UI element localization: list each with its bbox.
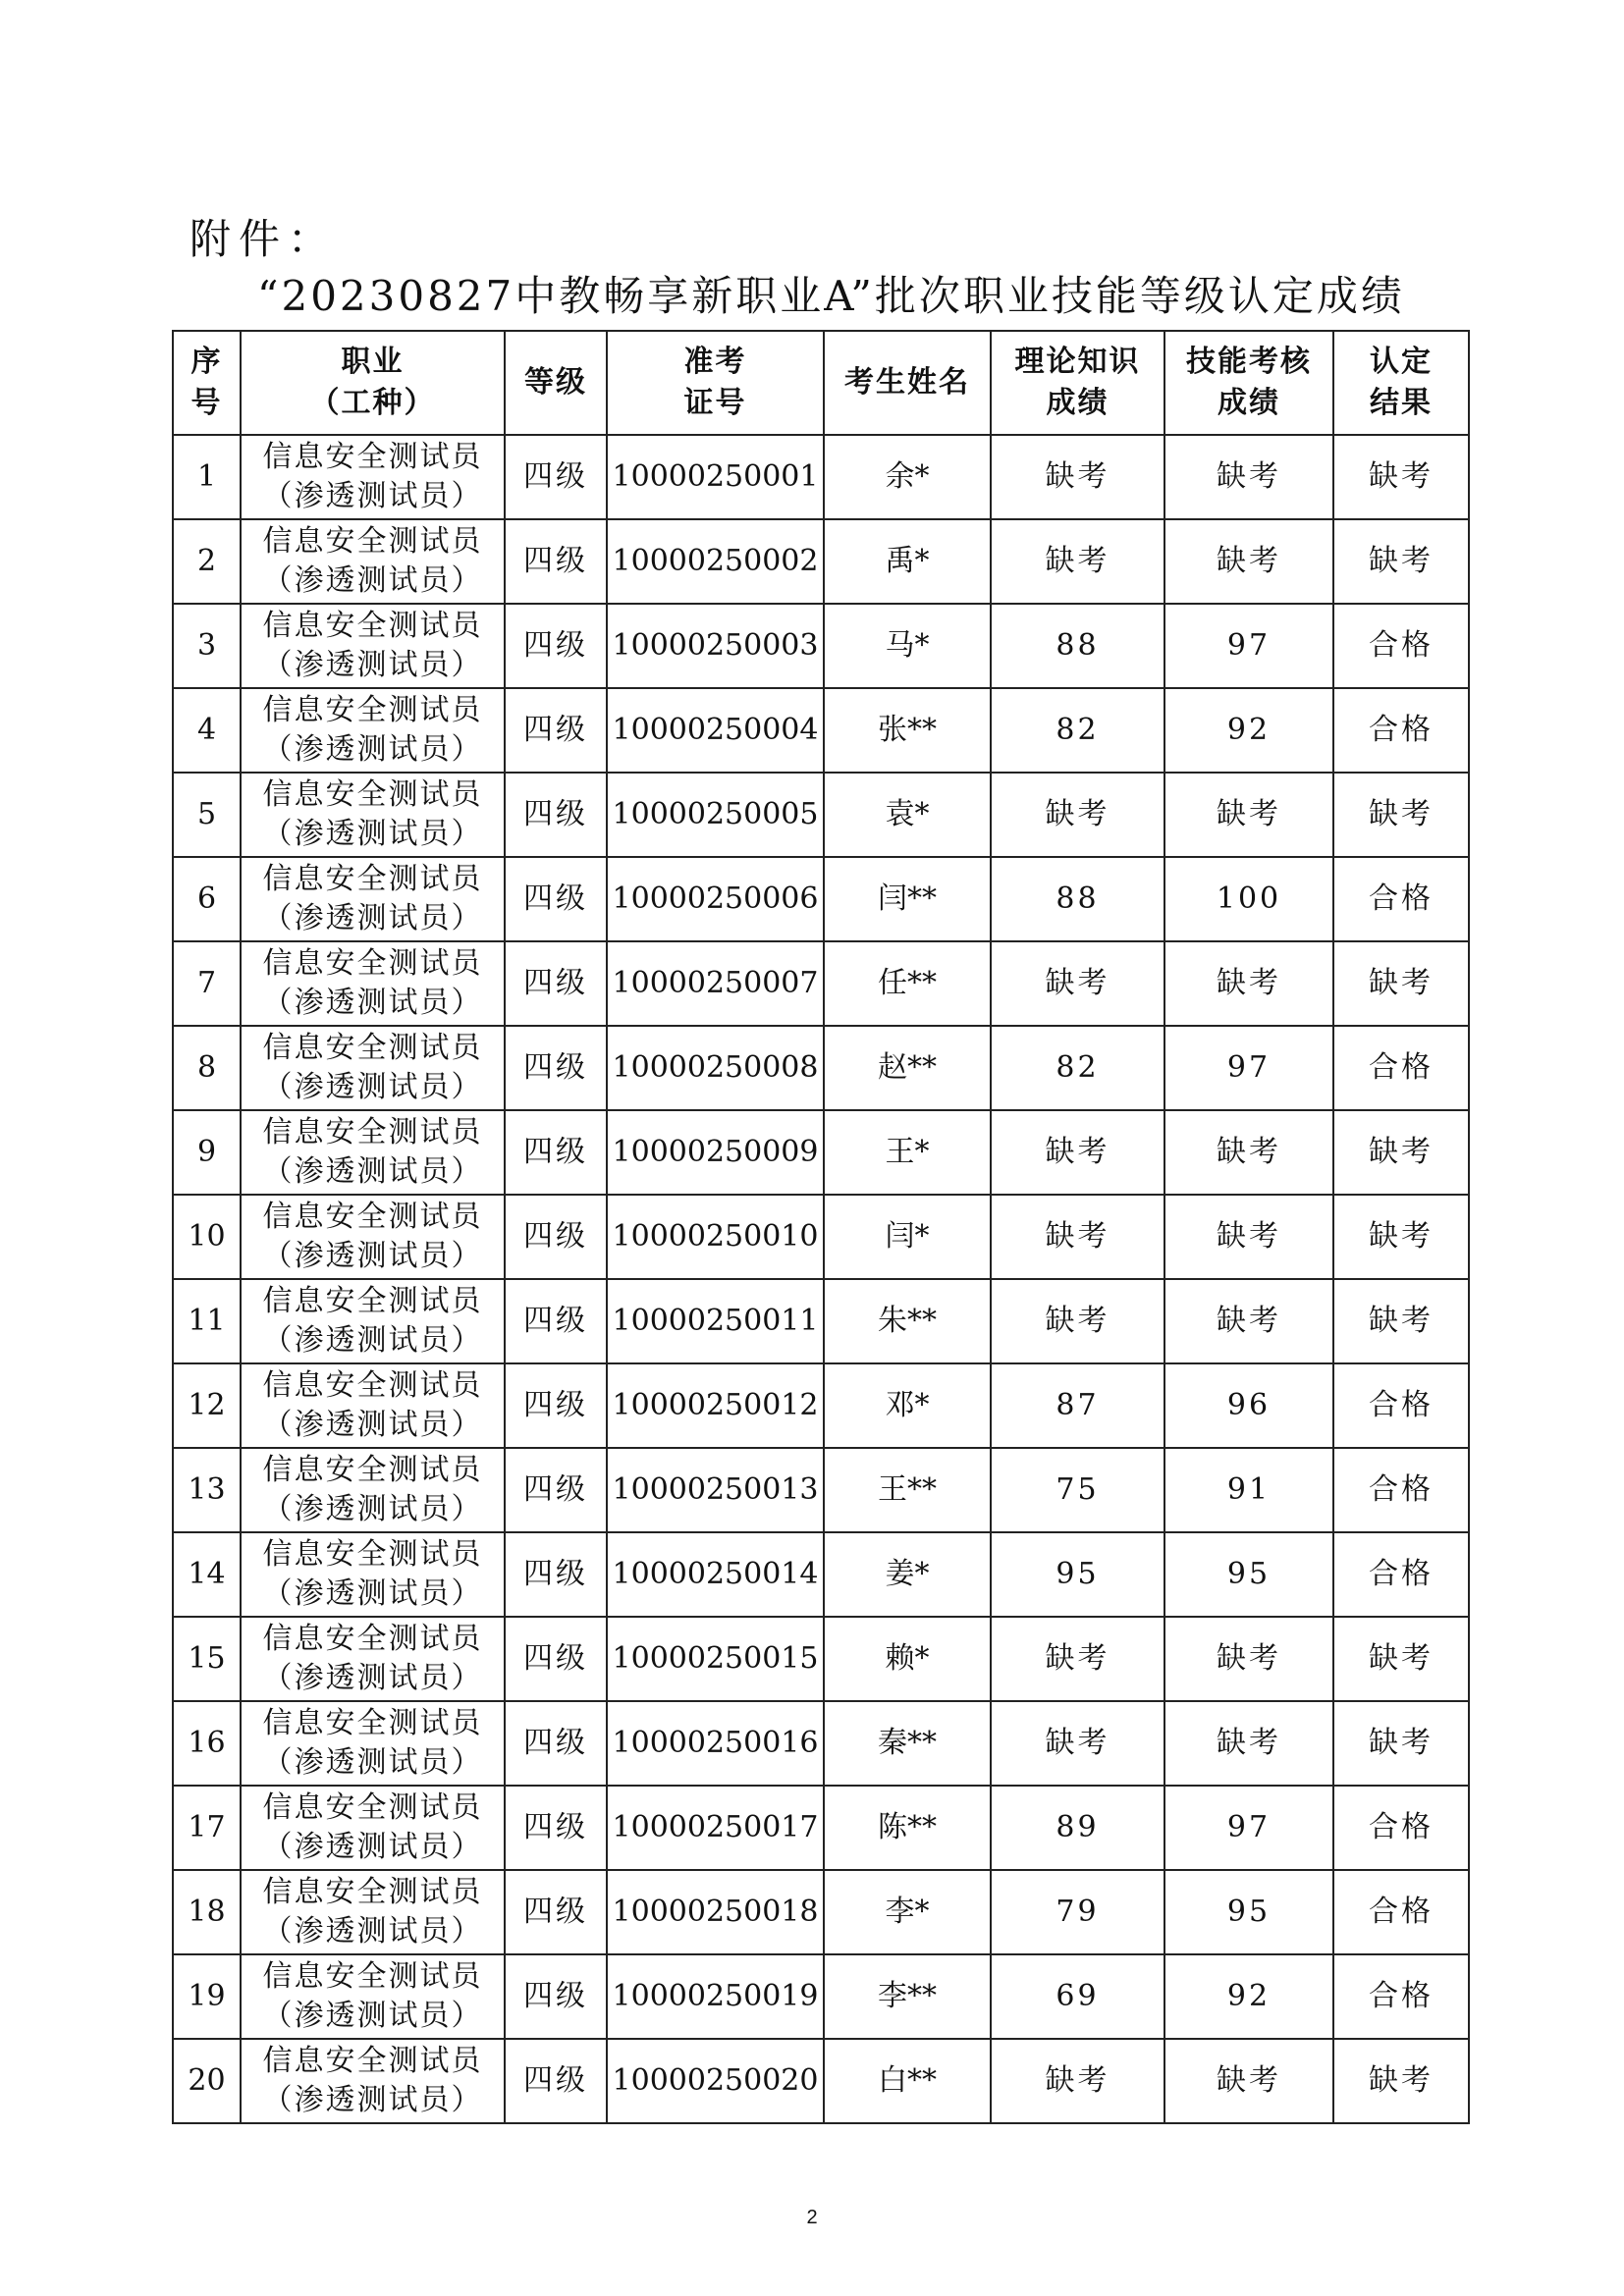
cell-index: 17 — [173, 1786, 241, 1870]
cell-level: 四级 — [505, 773, 607, 857]
table-row — [173, 1617, 1469, 1701]
cell-occupation-title: 信息安全测试员 — [262, 862, 483, 896]
header-index-line-2: 号 — [190, 386, 223, 420]
cell-level: 四级 — [505, 1363, 607, 1448]
attachment-label: 附件： — [189, 215, 338, 263]
cell-occupation-title: 信息安全测试员 — [262, 946, 483, 981]
header-theory-line-2: 成绩 — [1046, 386, 1110, 420]
cell-occupation-title: 信息安全测试员 — [262, 1115, 483, 1149]
header-name-line-1: 考生姓名 — [844, 365, 970, 400]
header-ticket-line-1: 准考 — [683, 345, 747, 379]
cell-result: 合格 — [1333, 1026, 1469, 1110]
cell-theory: 缺考 — [991, 1279, 1164, 1363]
cell-occupation-subtitle: （渗透测试员） — [262, 732, 483, 767]
cell-name: 王** — [824, 1448, 991, 1532]
cell-theory: 缺考 — [991, 1617, 1164, 1701]
table-row — [173, 941, 1469, 1026]
table-row — [173, 1701, 1469, 1786]
cell-index: 9 — [173, 1110, 241, 1195]
cell-theory: 87 — [991, 1363, 1164, 1448]
cell-skill: 缺考 — [1164, 1110, 1333, 1195]
cell-occupation-subtitle: （渗透测试员） — [262, 1408, 483, 1442]
cell-index: 15 — [173, 1617, 241, 1701]
cell-index: 13 — [173, 1448, 241, 1532]
cell-occupation — [241, 1532, 505, 1617]
table-row — [173, 1195, 1469, 1279]
cell-occupation-title: 信息安全测试员 — [262, 609, 483, 643]
cell-result: 合格 — [1333, 857, 1469, 941]
cell-occupation-subtitle: （渗透测试员） — [262, 1661, 483, 1695]
cell-occupation-subtitle: （渗透测试员） — [262, 1745, 483, 1780]
cell-result: 合格 — [1333, 1786, 1469, 1870]
cell-index: 2 — [173, 519, 241, 604]
cell-occupation-title: 信息安全测试员 — [262, 1537, 483, 1572]
cell-level: 四级 — [505, 1448, 607, 1532]
cell-index: 4 — [173, 688, 241, 773]
cell-name: 邓* — [824, 1363, 991, 1448]
table-row — [173, 1363, 1469, 1448]
cell-ticket: 10000250018 — [607, 1870, 824, 1954]
cell-skill: 91 — [1164, 1448, 1333, 1532]
cell-occupation — [241, 1448, 505, 1532]
header-occupation-line-2: （工种） — [309, 386, 436, 420]
cell-result: 缺考 — [1333, 941, 1469, 1026]
cell-occupation-subtitle: （渗透测试员） — [262, 1914, 483, 1949]
cell-ticket: 10000250007 — [607, 941, 824, 1026]
cell-theory: 88 — [991, 604, 1164, 688]
cell-occupation-title: 信息安全测试员 — [262, 1284, 483, 1318]
cell-skill: 92 — [1164, 688, 1333, 773]
cell-occupation-subtitle: （渗透测试员） — [262, 901, 483, 935]
cell-level: 四级 — [505, 1954, 607, 2039]
header-result-line-2: 结果 — [1370, 386, 1433, 420]
cell-occupation — [241, 1954, 505, 2039]
cell-ticket: 10000250008 — [607, 1026, 824, 1110]
cell-name: 张** — [824, 688, 991, 773]
cell-skill: 92 — [1164, 1954, 1333, 2039]
cell-theory: 88 — [991, 857, 1164, 941]
cell-occupation — [241, 1617, 505, 1701]
cell-theory: 95 — [991, 1532, 1164, 1617]
header-ticket — [607, 331, 824, 435]
cell-skill: 缺考 — [1164, 773, 1333, 857]
header-skill-line-1: 技能考核 — [1186, 345, 1312, 379]
cell-result: 合格 — [1333, 1363, 1469, 1448]
header-ticket-line-2: 证号 — [683, 386, 747, 420]
cell-result: 合格 — [1333, 688, 1469, 773]
cell-level: 四级 — [505, 1532, 607, 1617]
cell-occupation-subtitle: （渗透测试员） — [262, 986, 483, 1020]
cell-result: 缺考 — [1333, 773, 1469, 857]
header-level — [505, 331, 607, 435]
cell-level: 四级 — [505, 1279, 607, 1363]
header-skill-line-2: 成绩 — [1218, 386, 1280, 420]
cell-theory: 缺考 — [991, 1701, 1164, 1786]
cell-ticket: 10000250017 — [607, 1786, 824, 1870]
cell-name: 袁* — [824, 773, 991, 857]
cell-occupation-subtitle: （渗透测试员） — [262, 1070, 483, 1104]
header-name — [824, 331, 991, 435]
cell-occupation-subtitle: （渗透测试员） — [262, 1323, 483, 1358]
cell-name: 姜* — [824, 1532, 991, 1617]
header-result-line-1: 认定 — [1370, 345, 1433, 379]
cell-name: 余* — [824, 435, 991, 519]
cell-name: 马* — [824, 604, 991, 688]
cell-index: 19 — [173, 1954, 241, 2039]
cell-level: 四级 — [505, 1110, 607, 1195]
cell-level: 四级 — [505, 857, 607, 941]
cell-occupation — [241, 1701, 505, 1786]
cell-index: 14 — [173, 1532, 241, 1617]
cell-theory: 缺考 — [991, 1110, 1164, 1195]
cell-occupation-title: 信息安全测试员 — [262, 440, 483, 474]
cell-index: 16 — [173, 1701, 241, 1786]
cell-level: 四级 — [505, 1701, 607, 1786]
cell-ticket: 10000250009 — [607, 1110, 824, 1195]
cell-result: 合格 — [1333, 1448, 1469, 1532]
cell-skill: 100 — [1164, 857, 1333, 941]
cell-theory: 缺考 — [991, 2039, 1164, 2123]
cell-name: 李* — [824, 1870, 991, 1954]
cell-ticket: 10000250011 — [607, 1279, 824, 1363]
cell-skill: 96 — [1164, 1363, 1333, 1448]
cell-ticket: 10000250010 — [607, 1195, 824, 1279]
cell-occupation — [241, 773, 505, 857]
cell-ticket: 10000250019 — [607, 1954, 824, 2039]
cell-theory: 82 — [991, 688, 1164, 773]
cell-ticket: 10000250020 — [607, 2039, 824, 2123]
cell-occupation — [241, 1279, 505, 1363]
cell-index: 1 — [173, 435, 241, 519]
cell-occupation — [241, 604, 505, 688]
header-theory — [991, 331, 1164, 435]
cell-level: 四级 — [505, 2039, 607, 2123]
cell-ticket: 10000250004 — [607, 688, 824, 773]
cell-theory: 缺考 — [991, 519, 1164, 604]
cell-name: 王* — [824, 1110, 991, 1195]
cell-occupation-title: 信息安全测试员 — [262, 1706, 483, 1740]
cell-skill: 95 — [1164, 1870, 1333, 1954]
cell-theory: 69 — [991, 1954, 1164, 2039]
cell-name: 朱** — [824, 1279, 991, 1363]
cell-name: 闫** — [824, 857, 991, 941]
cell-skill: 97 — [1164, 1786, 1333, 1870]
header-level-line-1: 等级 — [524, 365, 587, 400]
cell-index: 6 — [173, 857, 241, 941]
cell-level: 四级 — [505, 1870, 607, 1954]
cell-occupation-title: 信息安全测试员 — [262, 1368, 483, 1403]
cell-occupation-title: 信息安全测试员 — [262, 1959, 483, 1994]
header-theory-line-1: 理论知识 — [1014, 345, 1141, 379]
table-row — [173, 2039, 1469, 2123]
cell-level: 四级 — [505, 941, 607, 1026]
cell-ticket: 10000250015 — [607, 1617, 824, 1701]
cell-occupation-title: 信息安全测试员 — [262, 2044, 483, 2078]
cell-name: 禹* — [824, 519, 991, 604]
cell-occupation-subtitle: （渗透测试员） — [262, 1576, 483, 1611]
document-title: “20230827中教畅享新职业A”批次职业技能等级认定成绩 — [257, 272, 1405, 320]
table-row — [173, 1532, 1469, 1617]
cell-theory: 缺考 — [991, 941, 1164, 1026]
cell-ticket: 10000250012 — [607, 1363, 824, 1448]
cell-ticket: 10000250002 — [607, 519, 824, 604]
table-row — [173, 773, 1469, 857]
cell-level: 四级 — [505, 435, 607, 519]
cell-result: 缺考 — [1333, 2039, 1469, 2123]
cell-level: 四级 — [505, 604, 607, 688]
cell-theory: 缺考 — [991, 1195, 1164, 1279]
header-result — [1333, 331, 1469, 435]
cell-name: 秦** — [824, 1701, 991, 1786]
cell-name: 任** — [824, 941, 991, 1026]
table-row — [173, 688, 1469, 773]
table-row — [173, 435, 1469, 519]
table-body — [173, 435, 1469, 2123]
table-row — [173, 604, 1469, 688]
header-skill — [1164, 331, 1333, 435]
cell-occupation — [241, 2039, 505, 2123]
cell-occupation-subtitle: （渗透测试员） — [262, 1154, 483, 1189]
cell-occupation-subtitle: （渗透测试员） — [262, 479, 483, 513]
cell-name: 白** — [824, 2039, 991, 2123]
cell-index: 12 — [173, 1363, 241, 1448]
cell-ticket: 10000250001 — [607, 435, 824, 519]
cell-occupation — [241, 1110, 505, 1195]
cell-skill: 缺考 — [1164, 2039, 1333, 2123]
cell-result: 合格 — [1333, 1954, 1469, 2039]
cell-level: 四级 — [505, 1195, 607, 1279]
cell-index: 10 — [173, 1195, 241, 1279]
header-index-line-1: 序 — [190, 345, 223, 379]
cell-occupation-subtitle: （渗透测试员） — [262, 648, 483, 682]
cell-occupation-title: 信息安全测试员 — [262, 1031, 483, 1065]
cell-skill: 缺考 — [1164, 519, 1333, 604]
table-row — [173, 1026, 1469, 1110]
cell-level: 四级 — [505, 688, 607, 773]
page-number: 2 — [806, 2207, 818, 2228]
table-row — [173, 1279, 1469, 1363]
header-occupation-line-1: 职业 — [341, 345, 405, 379]
cell-name: 赵** — [824, 1026, 991, 1110]
cell-occupation-title: 信息安全测试员 — [262, 1200, 483, 1234]
table-row — [173, 1448, 1469, 1532]
cell-result: 缺考 — [1333, 1701, 1469, 1786]
cell-theory: 89 — [991, 1786, 1164, 1870]
cell-index: 11 — [173, 1279, 241, 1363]
cell-skill: 缺考 — [1164, 1701, 1333, 1786]
table-row — [173, 519, 1469, 604]
cell-index: 20 — [173, 2039, 241, 2123]
cell-occupation — [241, 688, 505, 773]
cell-occupation-subtitle: （渗透测试员） — [262, 817, 483, 851]
table-row — [173, 1954, 1469, 2039]
cell-occupation-title: 信息安全测试员 — [262, 524, 483, 559]
cell-ticket: 10000250005 — [607, 773, 824, 857]
cell-result: 缺考 — [1333, 1279, 1469, 1363]
cell-ticket: 10000250013 — [607, 1448, 824, 1532]
cell-index: 3 — [173, 604, 241, 688]
cell-occupation — [241, 857, 505, 941]
cell-occupation — [241, 519, 505, 604]
cell-level: 四级 — [505, 1617, 607, 1701]
cell-occupation — [241, 1195, 505, 1279]
cell-result: 合格 — [1333, 1870, 1469, 1954]
cell-index: 7 — [173, 941, 241, 1026]
cell-result: 缺考 — [1333, 1617, 1469, 1701]
cell-occupation-title: 信息安全测试员 — [262, 693, 483, 727]
cell-name: 李** — [824, 1954, 991, 2039]
cell-occupation — [241, 1786, 505, 1870]
cell-theory: 79 — [991, 1870, 1164, 1954]
cell-occupation — [241, 435, 505, 519]
table-header-row — [173, 331, 1469, 435]
cell-level: 四级 — [505, 519, 607, 604]
cell-occupation-subtitle: （渗透测试员） — [262, 1830, 483, 1864]
cell-level: 四级 — [505, 1026, 607, 1110]
cell-occupation — [241, 1870, 505, 1954]
cell-index: 8 — [173, 1026, 241, 1110]
cell-skill: 缺考 — [1164, 435, 1333, 519]
header-occupation — [241, 331, 505, 435]
cell-ticket: 10000250016 — [607, 1701, 824, 1786]
cell-occupation-subtitle: （渗透测试员） — [262, 2083, 483, 2117]
cell-result: 合格 — [1333, 1532, 1469, 1617]
cell-ticket: 10000250014 — [607, 1532, 824, 1617]
cell-occupation-title: 信息安全测试员 — [262, 777, 483, 812]
cell-index: 18 — [173, 1870, 241, 1954]
cell-skill: 缺考 — [1164, 941, 1333, 1026]
cell-result: 缺考 — [1333, 519, 1469, 604]
cell-occupation — [241, 1026, 505, 1110]
cell-result: 缺考 — [1333, 435, 1469, 519]
cell-ticket: 10000250003 — [607, 604, 824, 688]
cell-occupation — [241, 1363, 505, 1448]
cell-occupation-subtitle: （渗透测试员） — [262, 1492, 483, 1526]
cell-occupation-title: 信息安全测试员 — [262, 1453, 483, 1487]
cell-result: 缺考 — [1333, 1195, 1469, 1279]
cell-skill: 97 — [1164, 604, 1333, 688]
cell-index: 5 — [173, 773, 241, 857]
cell-skill: 缺考 — [1164, 1195, 1333, 1279]
cell-occupation — [241, 941, 505, 1026]
cell-theory: 82 — [991, 1026, 1164, 1110]
cell-result: 合格 — [1333, 604, 1469, 688]
cell-occupation-subtitle: （渗透测试员） — [262, 563, 483, 598]
cell-skill: 95 — [1164, 1532, 1333, 1617]
cell-occupation-title: 信息安全测试员 — [262, 1622, 483, 1656]
results-table — [172, 330, 1470, 2124]
cell-result: 缺考 — [1333, 1110, 1469, 1195]
table-row — [173, 1110, 1469, 1195]
cell-theory: 75 — [991, 1448, 1164, 1532]
table-row — [173, 857, 1469, 941]
table-row — [173, 1870, 1469, 1954]
cell-occupation-title: 信息安全测试员 — [262, 1875, 483, 1909]
table-row — [173, 1786, 1469, 1870]
cell-occupation-title: 信息安全测试员 — [262, 1790, 483, 1825]
cell-ticket: 10000250006 — [607, 857, 824, 941]
cell-theory: 缺考 — [991, 435, 1164, 519]
cell-skill: 缺考 — [1164, 1279, 1333, 1363]
cell-occupation-subtitle: （渗透测试员） — [262, 1999, 483, 2033]
cell-occupation-subtitle: （渗透测试员） — [262, 1239, 483, 1273]
cell-level: 四级 — [505, 1786, 607, 1870]
cell-theory: 缺考 — [991, 773, 1164, 857]
header-index — [173, 331, 241, 435]
cell-name: 赖* — [824, 1617, 991, 1701]
cell-skill: 97 — [1164, 1026, 1333, 1110]
cell-skill: 缺考 — [1164, 1617, 1333, 1701]
cell-name: 陈** — [824, 1786, 991, 1870]
cell-name: 闫* — [824, 1195, 991, 1279]
